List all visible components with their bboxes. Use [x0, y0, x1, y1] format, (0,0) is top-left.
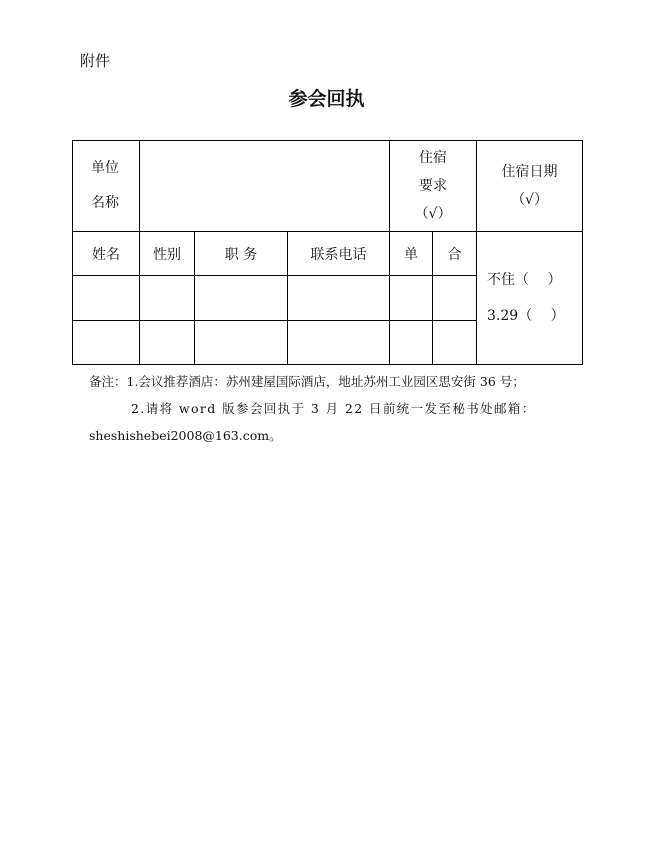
gender-cell[interactable] — [140, 321, 195, 365]
stay-requirement-label: 住宿 要求 （√） — [390, 141, 477, 232]
position-cell[interactable] — [195, 276, 288, 321]
header-single-room: 单 — [390, 232, 433, 276]
phone-cell[interactable] — [288, 321, 390, 365]
phone-cell[interactable] — [288, 276, 390, 321]
unit-name-label: 单位 名称 — [73, 141, 140, 232]
header-name: 姓名 — [73, 232, 140, 276]
stay-date-label: 住宿日期 （√） — [477, 141, 583, 232]
name-cell[interactable] — [73, 276, 140, 321]
header-shared-room: 合 — [433, 232, 477, 276]
stay-date-options[interactable] — [477, 232, 583, 365]
gender-cell[interactable] — [140, 276, 195, 321]
shared-cell[interactable] — [433, 321, 477, 365]
option-no-stay[interactable]: 不住（ ） — [487, 272, 562, 288]
header-phone: 联系电话 — [288, 232, 390, 276]
single-cell[interactable] — [390, 276, 433, 321]
note-submission: 2.请将 word 版参会回执于 3 月 22 日前统一发至秘书处邮箱： — [131, 401, 536, 416]
position-cell[interactable] — [195, 321, 288, 365]
header-position: 职 务 — [195, 232, 288, 276]
note-hotel: 备注：1.会议推荐酒店：苏州建屋国际酒店，地址苏州工业园区思安街 36 号； — [89, 374, 525, 389]
page-title: 参会回执 — [288, 88, 365, 110]
shared-cell[interactable] — [433, 276, 477, 321]
attachment-label: 附件 — [80, 52, 111, 70]
option-date-3-29[interactable]: 3.29（ ） — [487, 308, 565, 324]
header-gender: 性别 — [140, 232, 195, 276]
name-cell[interactable] — [73, 321, 140, 365]
single-cell[interactable] — [390, 321, 433, 365]
notes — [89, 368, 569, 449]
note-email: sheshishebei2008@163.com。 — [89, 428, 282, 443]
registration-form-table — [72, 140, 583, 365]
unit-name-field[interactable] — [140, 141, 390, 232]
